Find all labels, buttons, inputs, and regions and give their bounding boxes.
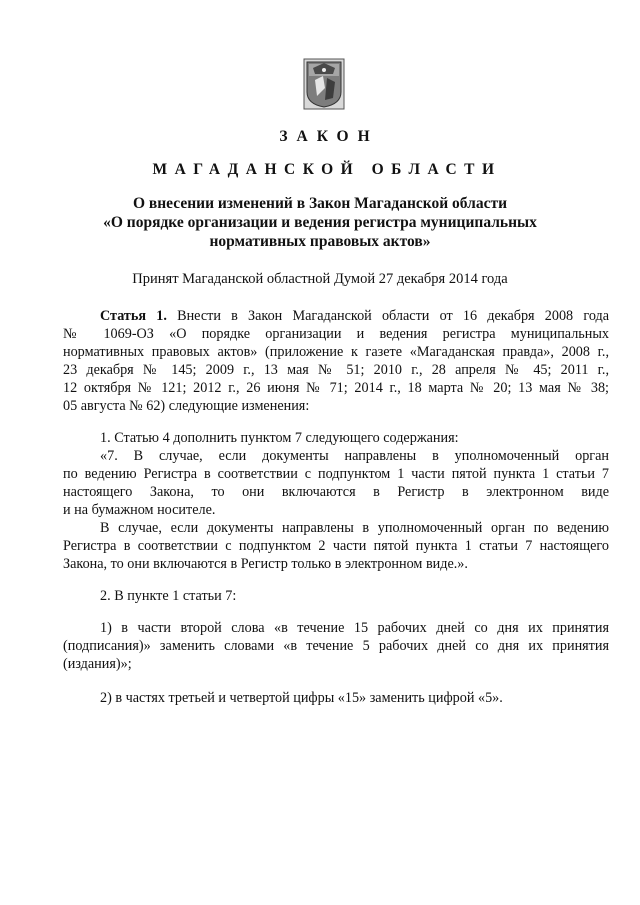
article-1-line	[100, 307, 609, 325]
law-title-line: О внесении изменений в Закон Магаданской области	[132, 195, 508, 212]
law-title-line: «О порядке организации и ведения регистра муниципальных	[103, 214, 537, 231]
item-1-para-2-line: Регистра в соответствии с подпунктом 2 части пятой пункта 1 статьи 7 настоящего	[63, 538, 609, 554]
coat-of-arms-icon	[303, 58, 345, 110]
article-1-text: Внести в Закон Магаданской области от 16 декабря 2008 года	[177, 308, 610, 324]
item-1-para-1-line: настоящего Закона, то они включаются в Регистр в электронном виде	[63, 484, 609, 500]
article-1-line: 23 декабря № 145; 2009 г., 13 мая № 51; 2010 г., 28 апреля № 45; 2011 г.,	[63, 362, 609, 378]
adoption-line: Принят Магаданской областной Думой 27 декабря 2014 года	[132, 271, 508, 287]
article-label: Статья 1.	[100, 308, 167, 324]
item-1-para-1-line: и на бумажном носителе.	[63, 502, 216, 518]
item-2-sub-1-line: 1) в части второй слова «в течение 15 рабочих дней со дня их принятия	[100, 620, 609, 636]
article-1-line: № 1069-ОЗ «О порядке организации и ведения регистра муниципальных	[63, 326, 609, 342]
item-2-heading: 2. В пункте 1 статьи 7:	[100, 588, 237, 604]
article-1-line: 12 октября № 121; 2012 г., 26 июня № 71; 2014 г., 18 марта № 20; 13 мая № 38;	[63, 380, 609, 396]
article-1-line: 05 августа № 62) следующие изменения:	[63, 398, 310, 414]
law-title-line: нормативных правовых актов»	[209, 233, 431, 250]
law-title	[0, 194, 640, 251]
item-1-para-2-line: Закона, то они включаются в Регистр только в электронном виде.».	[63, 556, 468, 572]
item-2-sub-2: 2) в частях третьей и четвертой цифры «15» заменить цифрой «5».	[100, 690, 503, 706]
item-2-sub-1-line: (издания)»;	[63, 656, 132, 672]
item-1-para-1-line: по ведению Регистра в соответствии с подпунктом 1 части пятой пункта 1 статьи 7	[63, 466, 609, 482]
region-name: МАГАДАНСКОЙ ОБЛАСТИ	[152, 161, 502, 178]
item-1-para-1-line: «7. В случае, если документы направлены в уполномоченный орган	[100, 448, 609, 464]
article-1-line: нормативных правовых актов» (приложение к газете «Магаданская правда», 2008 г.,	[63, 344, 609, 360]
item-1-heading: 1. Статью 4 дополнить пунктом 7 следующего содержания:	[100, 430, 459, 446]
item-1-para-2-line: В случае, если документы направлены в уполномоченный орган по ведению	[100, 520, 609, 536]
document-type: ЗАКОН	[279, 128, 379, 145]
item-2-sub-1-line: (подписания)» заменить словами «в течение 5 рабочих дней со дня их принятия	[63, 638, 609, 654]
